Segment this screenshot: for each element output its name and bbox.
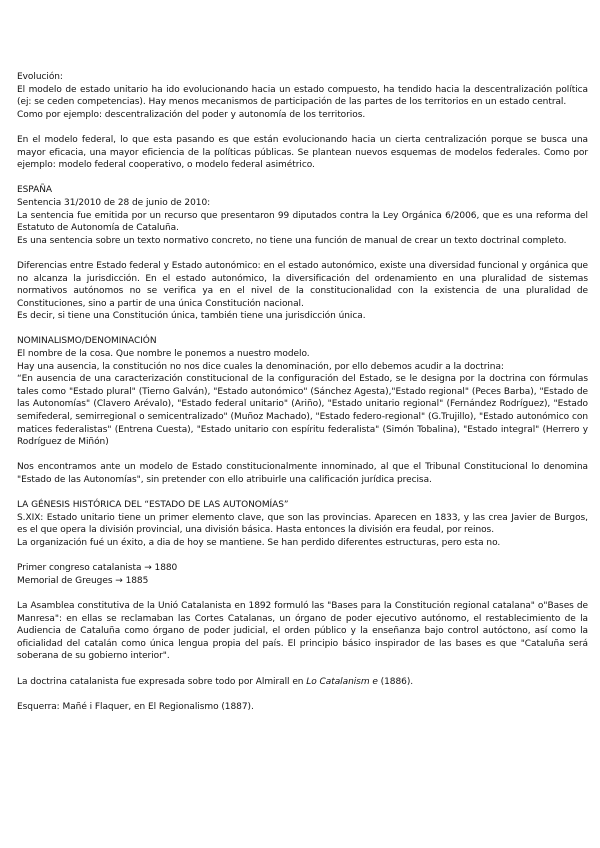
doctrine-quote: “En ausencia de una caracterización constitucional de la configuración del Estado, se le designa por la doctrina con fórmulas tales como "Estado plural" (Tierno Galván), "Estado autonómico" (Sánchez Agesta),"Estado regional" (Peces Barba), "Estado de las Autonomías" (Clavero Arévalo), "Estado federal unitario" (Ariño), "Estado unitario regional" (Fernández Rodríguez), "Estado semifederal, semirregional o semicentralizado" (Muñoz Machado), "Estado federo-regional" (G.Trujillo), "Estado autonómico con matices federalistas" (Entrena Cuesta), "Estado unitario con espíritu federalista" (Simón Tobalina), "Estado integral" (Herrero y Rodríguez de Miñón) [17,374,588,448]
paragraph: La sentencia fue emitida por un recurso que presentaron 99 diputados contra la Ley Orgánica 6/2006, que es una reforma del Estatuto de Autonomía de Cataluña. [17,210,588,234]
section-heading: NOMINALISMO/DENOMINACIÓN [17,336,157,347]
paragraph: Como por ejemplo: descentralización del poder y autonomía de los territorios. [17,109,366,120]
text-run: (1886). [377,676,414,687]
paragraph: Diferencias entre Estado federal y Estado autonómico: en el estado autonómico, existe una diversidad funcional y orgánica que no alcanza la jurisdicción. En el estado autonómico, la diversificación del ordenamiento en una pluralidad de sistemas normativos autónomos no se verifica ya en el nivel de la constitucionalidad con la existencia de una pluralidad de Constituciones, sino a partir de una única Constitución nacional. [17,260,588,309]
section-heading: ESPAÑA [17,185,52,196]
paragraph: Es decir, si tiene una Constitución única, también tiene una jurisdicción única. [17,311,366,322]
text-run: La doctrina catalanista fue expresada sobre todo por Almirall en [17,676,307,687]
timeline-event: Memorial de Greuges → 1885 [17,575,149,586]
book-title: Lo Catalanism e [306,676,378,687]
paragraph: El nombre de la cosa. Que nombre le ponemos a nuestro modelo. [17,349,310,360]
paragraph: Hay una ausencia, la constitución no nos dice cuales la denominación, por ello debemos acudir a la doctrina: [17,361,504,372]
paragraph: S.XIX: Estado unitario tiene un primer elemento clave, que son las provincias. Aparecen en 1833, y las crea Javier de Burgos, es el que opera la división provincial, una división básica. Hasta entonces la división era feudal, por reinos. [17,512,588,536]
section-genesis [17,499,588,713]
paragraph: En el modelo federal, lo que esta pasando es que están evolucionando hacia un cierta centralización porque se busca una mayor eficacia, una mayor eficiencia de la políticas públicas. Se plantean nuevos esquemas de modelos federales. Como por ejemplo: modelo federal cooperativo, o modelo federal asimétrico. [17,134,588,171]
section-evolucion [17,71,588,172]
section-nominalismo [17,335,588,486]
paragraph: Es una sentencia sobre un texto normativo concreto, no tiene una función de manual de crear un texto doctrinal completo. [17,235,567,246]
paragraph [17,676,588,689]
paragraph: El modelo de estado unitario ha ido evolucionando hacia un estado compuesto, ha tendido hacia la descentralización política (ej: se ceden competencias). Hay menos mecanismos de participación de las partes de los territorios en un estado central. [17,84,588,108]
paragraph: Esquerra: Mañé i Flaquer, en El Regionalismo (1887). [17,701,254,712]
section-heading: Evolución: [17,72,63,82]
section-heading: LA GÉNESIS HISTÓRICA DEL “ESTADO DE LAS AUTONOMÍAS” [17,500,289,511]
paragraph: La Asamblea constitutiva de la Unió Catalanista en 1892 formuló las "Bases para la Constitución regional catalana" o"Bases de Manresa": en ellas se reclamaban las Cortes Catalanas, un órgano de poder ejecutivo autónomo, el restablecimiento de la Audiencia de Cataluña como órgano de poder judicial, el orden público y la enseñanza bajo control autóctono, así como la oficialidad del catalán como única lengua propia del país. El principio básico inspirador de las bases es que "Cataluña será soberana de su gobierno interior". [17,600,588,662]
section-espana [17,184,588,323]
timeline-event: Primer congreso catalanista → 1880 [17,563,178,574]
paragraph: La organización fué un éxito, a dia de hoy se mantiene. Se han perdido diferentes estructuras, pero esta no. [17,537,501,548]
paragraph: Nos encontramos ante un modelo de Estado constitucionalmente innominado, al que el Tribunal Constitucional lo denomina "Estado de las Autonomías", sin pretender con ello atribuirle una calificación jurídica precisa. [17,462,588,485]
section-subheading: Sentencia 31/2010 de 28 de junio de 2010: [17,197,211,208]
